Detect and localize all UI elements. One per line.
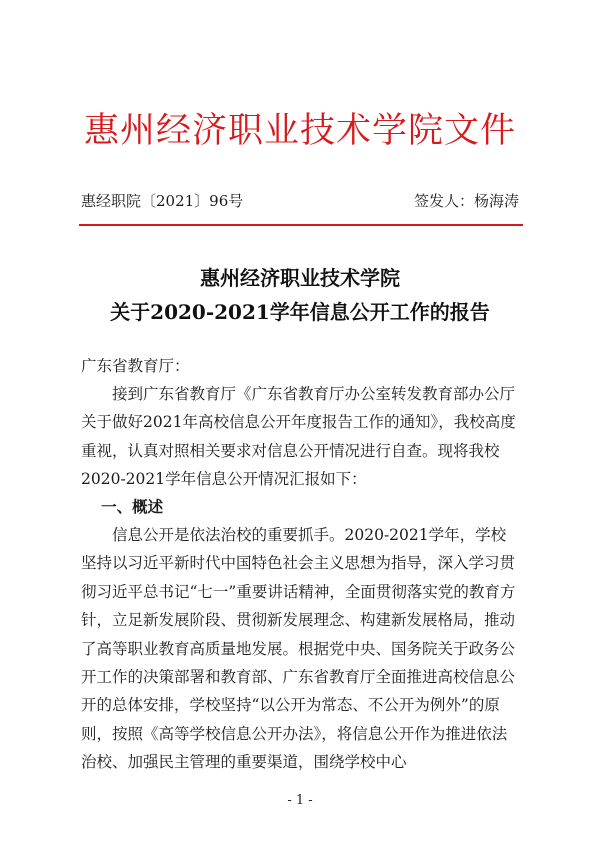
intro-paragraph: [81, 380, 521, 494]
document-header-title: 惠州经济职业技术学院文件: [83, 111, 516, 151]
document-number: 惠经职院〔2021〕96号: [81, 192, 244, 210]
overview-text: 信息公开是依法治校的重要抓手。2020-2021学年，学校坚持以习近平新时代中国特色社会主义思想为指导，深入学习贯彻习近平总书记“七一”重要讲话精神，全面贯彻落实党的教育方针，立足新发展阶段、贯彻新发展理念、构建新发展格局，推动了高等职业教育高质量地发展。根据党中央、国务院关于政务公开工作的决策部署和教育部、广东省教育厅全面推进高校信息公开的总体安排，学校坚持“以公开为常态、不公开为例外”的原则，按照《高等学校信息公开办法》，将信息公开作为推进依法治校、加强民主管理的重要渠道，围绕学校中心: [81, 526, 516, 772]
salutation: [81, 352, 521, 380]
overview-paragraph: [81, 521, 521, 777]
report-title-line-2: 关于2020-2021学年信息公开工作的报告: [110, 300, 490, 324]
header-red-rule: [79, 224, 523, 226]
section-heading: [81, 493, 521, 521]
document-meta-row: [81, 190, 519, 211]
section-heading-text: 一、概述: [101, 497, 164, 516]
document-signer: 签发人：杨海涛: [413, 192, 519, 210]
page-number: - 1 -: [287, 793, 313, 808]
intro-text: 接到广东省教育厅《广东省教育厅办公室转发教育部办公厅关于做好2021年高校信息公开年度报告工作的通知》，我校高度重视，认真对照相关要求对信息公开情况进行自查。现将我校2020-2021学年信息公开情况汇报如下：: [81, 385, 516, 489]
salutation-text: 广东省教育厅：: [81, 357, 190, 375]
report-title-line-1: 惠州经济职业技术学院: [200, 266, 400, 290]
